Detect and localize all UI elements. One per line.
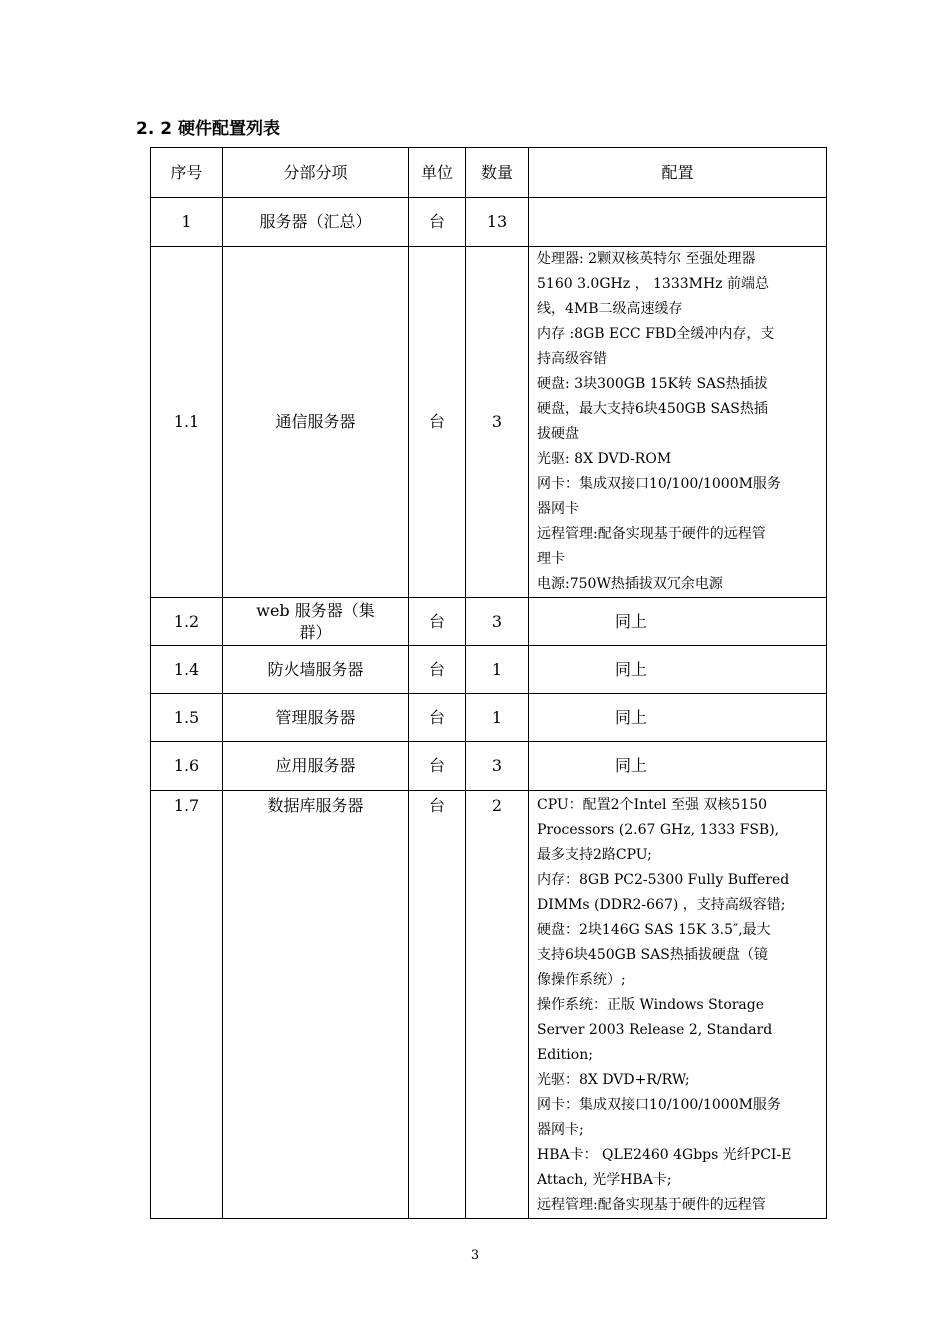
row-no: 1.5 <box>151 694 223 742</box>
row-unit: 台 <box>409 694 466 742</box>
row-no: 1.7 <box>151 791 223 1219</box>
row-no: 1.1 <box>151 247 223 598</box>
config-line: 最多支持2路CPU; <box>537 847 652 863</box>
hardware-config-table <box>150 147 827 1219</box>
config-line: 硬盘：2块146G SAS 15K 3.5″,最大 <box>537 922 771 938</box>
config-line: 硬盘: 3块300GB 15K转 SAS热插拔 <box>537 376 768 392</box>
row-item: 服务器（汇总） <box>223 198 409 247</box>
config-line: 器网卡; <box>537 1122 584 1138</box>
table-row <box>151 694 827 742</box>
header-item: 分部分项 <box>223 148 409 198</box>
config-line: 网卡：集成双接口10/100/1000M服务 <box>537 1097 781 1113</box>
row-no: 1.2 <box>151 598 223 646</box>
row-qty: 1 <box>466 694 529 742</box>
page-number: 3 <box>470 1248 480 1263</box>
config-line: 像操作系统）; <box>537 972 626 988</box>
row-item: 数据库服务器 <box>223 791 409 1219</box>
row-unit: 台 <box>409 247 466 598</box>
config-line: Processors (2.67 GHz, 1333 FSB), <box>537 822 780 838</box>
header-qty: 数量 <box>466 148 529 198</box>
config-line: 远程管理:配备实现基于硬件的远程管 <box>537 526 766 542</box>
row-item: 防火墙服务器 <box>223 646 409 694</box>
row-qty: 3 <box>466 598 529 646</box>
config-line: 器网卡 <box>537 501 579 517</box>
config-line: Attach, 光学HBA卡; <box>537 1172 672 1188</box>
config-line: Server 2003 Release 2, Standard <box>537 1022 773 1038</box>
row-qty: 1 <box>466 646 529 694</box>
row-qty: 3 <box>466 247 529 598</box>
config-line: 持高级容错 <box>537 351 607 367</box>
table-row <box>151 598 827 646</box>
header-unit: 单位 <box>409 148 466 198</box>
config-line: 线，4MB二级高速缓存 <box>537 301 683 317</box>
row-no: 1.4 <box>151 646 223 694</box>
row-unit: 台 <box>409 598 466 646</box>
config-line: 光驱: 8X DVD-ROM <box>537 451 672 467</box>
row-no: 1.6 <box>151 742 223 791</box>
config-line: 内存 :8GB ECC FBD全缓冲内存，支 <box>537 326 775 342</box>
config-line: 电源:750W热插拔双冗余电源 <box>537 576 723 592</box>
row-unit: 台 <box>409 742 466 791</box>
config-line: 理卡 <box>537 551 565 567</box>
config-line: 内存：8GB PC2-5300 Fully Buffered <box>537 872 790 888</box>
config-line: 硬盘，最大支持6块450GB SAS热插 <box>537 401 768 417</box>
table-header-row <box>151 148 827 198</box>
row-qty: 3 <box>466 742 529 791</box>
config-line: DIMMs (DDR2-667) ，支持高级容错; <box>537 897 786 913</box>
table-row <box>151 791 827 1219</box>
config-line: 拔硬盘 <box>537 426 579 442</box>
row-config: 同上 <box>529 694 827 742</box>
config-line: 5160 3.0GHz ， 1333MHz 前端总 <box>537 276 770 292</box>
row-unit: 台 <box>409 198 466 247</box>
table-row <box>151 646 827 694</box>
config-line: 网卡：集成双接口10/100/1000M服务 <box>537 476 781 492</box>
row-item: 管理服务器 <box>223 694 409 742</box>
row-config: 同上 <box>529 598 827 646</box>
config-line: CPU：配置2个Intel 至强 双核5150 <box>537 797 768 813</box>
row-config <box>529 247 827 598</box>
config-line: 操作系统：正版 Windows Storage <box>537 997 765 1013</box>
table-row <box>151 247 827 598</box>
row-config: 同上 <box>529 646 827 694</box>
row-no: 1 <box>151 198 223 247</box>
config-line: Edition; <box>537 1047 593 1063</box>
header-no: 序号 <box>151 148 223 198</box>
table-row <box>151 742 827 791</box>
row-config <box>529 198 827 247</box>
row-config: 同上 <box>529 742 827 791</box>
config-line: 光驱：8X DVD+R/RW; <box>537 1072 690 1088</box>
row-item: web 服务器（集群） <box>223 598 409 646</box>
section-heading: 2. 2 硬件配置列表 <box>136 119 280 139</box>
row-config <box>529 791 827 1219</box>
config-line: HBA卡： QLE2460 4Gbps 光纤PCI-E <box>537 1147 792 1163</box>
config-line: 支持6块450GB SAS热插拔硬盘（镜 <box>537 947 768 963</box>
row-qty: 13 <box>466 198 529 247</box>
config-line: 远程管理:配备实现基于硬件的远程管 <box>537 1197 766 1213</box>
config-line: 处理器: 2颗双核英特尔 至强处理器 <box>537 251 756 267</box>
row-item: 通信服务器 <box>223 247 409 598</box>
header-config: 配置 <box>529 148 827 198</box>
table-row <box>151 198 827 247</box>
row-qty: 2 <box>466 791 529 1219</box>
row-unit: 台 <box>409 791 466 1219</box>
row-unit: 台 <box>409 646 466 694</box>
row-item: 应用服务器 <box>223 742 409 791</box>
